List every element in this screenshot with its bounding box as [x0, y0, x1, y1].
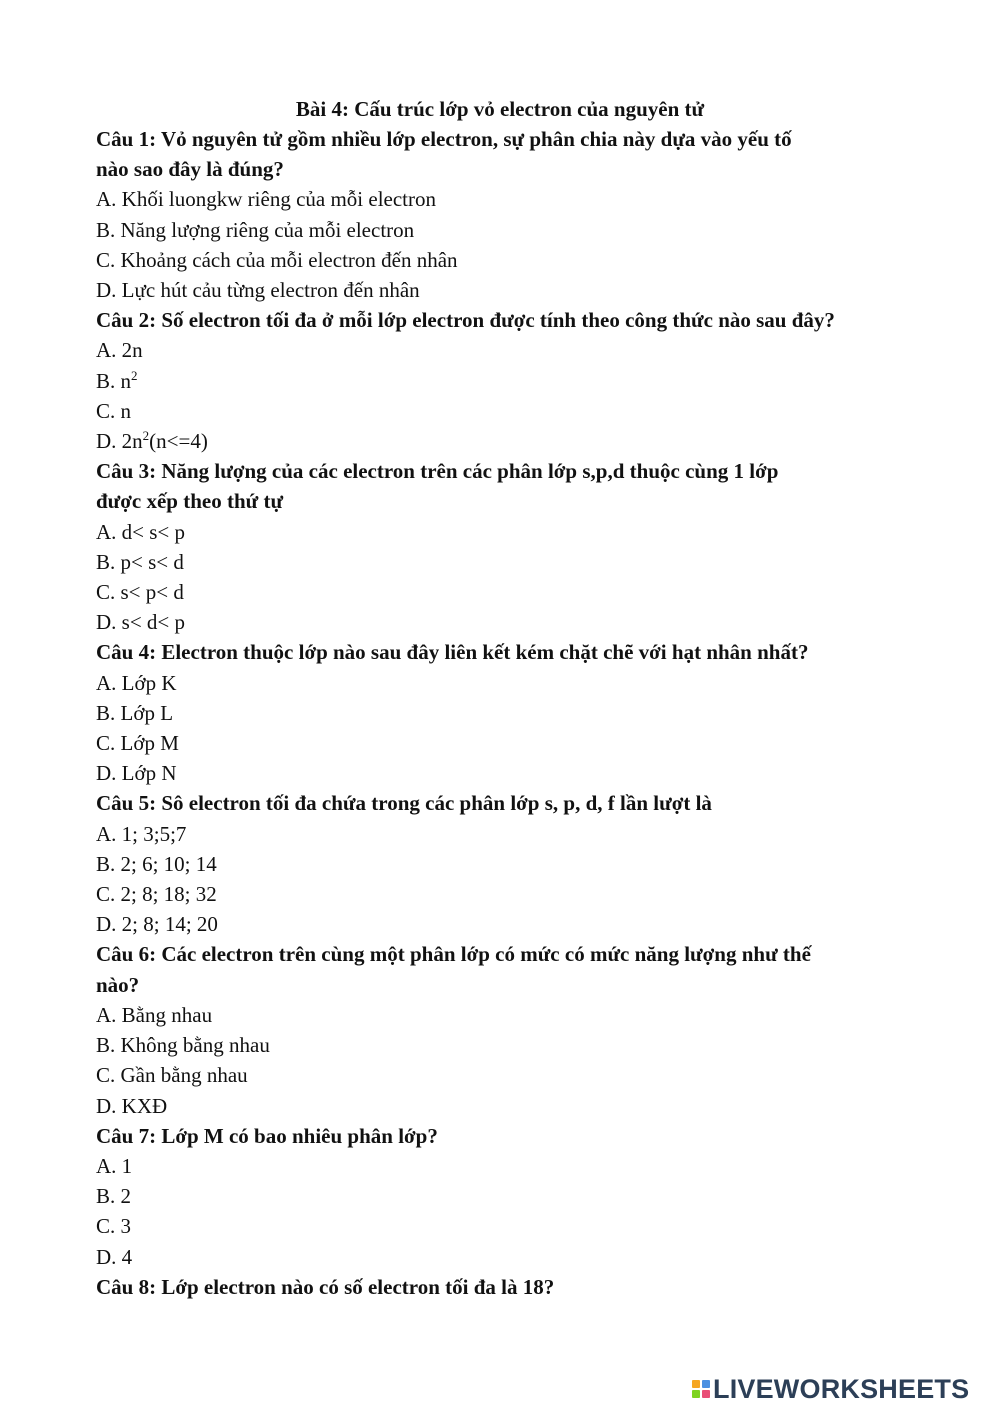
question-1	[96, 124, 896, 184]
question-6-option-b: B. Không bằng nhau	[96, 1033, 270, 1058]
question-2-option-d-text: D. 2n	[96, 429, 143, 454]
question-4-option-b: B. Lớp L	[96, 700, 174, 725]
liveworksheets-logo	[692, 1374, 969, 1404]
question-2-option-c: C. n	[96, 398, 132, 423]
question-1-line-1: Câu 1: Vỏ nguyên tử gồm nhiều lớp electron, sự phân chia này dựa vào yếu tố	[96, 127, 792, 151]
question-4-line-1: Câu 4: Electron thuộc lớp nào sau đây liên kết kém chặt chẽ với hạt nhân nhất?	[96, 640, 809, 665]
question-6	[96, 939, 896, 999]
question-6-option-d: D. KXĐ	[96, 1093, 168, 1118]
question-5-option-a: A. 1; 3;5;7	[96, 821, 187, 846]
question-7-option-a: A. 1	[96, 1153, 133, 1178]
page-title: Bài 4: Cấu trúc lớp vỏ electron của nguyên tử	[295, 97, 705, 121]
question-7	[96, 1121, 896, 1151]
question-7-line-1: Câu 7: Lớp M có bao nhiêu phân lớp?	[96, 1123, 438, 1148]
question-1-option-d: D. Lực hút cảu từng electron đến nhân	[96, 278, 420, 303]
question-5-line-1: Câu 5: Sô electron tối đa chứa trong các phân lớp s, p, d, f lần lượt là	[96, 791, 712, 816]
question-6-line-1: Câu 6: Các electron trên cùng một phân lớp có mức có mức năng lượng như thế	[96, 942, 811, 967]
question-5-option-b: B. 2; 6; 10; 14	[96, 851, 217, 876]
question-4-option-c: C. Lớp M	[96, 731, 179, 756]
question-list	[96, 124, 896, 1302]
logo-square	[702, 1380, 710, 1388]
question-3-option-d: D. s< d< p	[96, 610, 186, 635]
question-5-option-c: C. 2; 8; 18; 32	[96, 882, 217, 907]
logo-square	[692, 1380, 700, 1388]
liveworksheets-logo-text: LIVEWORKSHEETS	[713, 1373, 970, 1404]
question-6-option-a: A. Bằng nhau	[96, 1002, 213, 1027]
question-3-option-c: C. s< p< d	[96, 580, 184, 605]
superscript: 2	[131, 367, 138, 383]
liveworksheets-logo-icon	[692, 1380, 710, 1398]
question-3	[96, 456, 896, 516]
question-1-line-2: nào sao đây là đúng?	[96, 157, 284, 182]
question-1-option-b: B. Năng lượng riêng của mỗi electron	[96, 217, 415, 242]
question-4-option-d: D. Lớp N	[96, 761, 177, 786]
question-3-line-1: Câu 3: Năng lượng của các electron trên các phân lớp s,p,d thuộc cùng 1 lớp	[96, 459, 779, 484]
question-7-option-b: B. 2	[96, 1184, 132, 1209]
question-3-line-2: được xếp theo thứ tự	[96, 489, 284, 514]
question-4-option-a: A. Lớp K	[96, 670, 177, 695]
question-2-option-b	[96, 366, 896, 396]
question-8	[96, 1272, 896, 1302]
question-2-option-b-text: B. n	[96, 368, 132, 393]
superscript: 2	[142, 428, 150, 444]
question-8-line-1: Câu 8: Lớp electron nào có số electron tối đa là 18?	[96, 1274, 555, 1299]
logo-square	[692, 1390, 700, 1398]
question-1-option-a: A. Khối luongkw riêng của mỗi electron	[96, 187, 436, 212]
question-7-option-c: C. 3	[96, 1214, 132, 1239]
question-6-line-2: nào?	[96, 972, 140, 997]
question-1-option-c: C. Khoảng cách của mỗi electron đến nhân	[96, 247, 458, 272]
logo-square	[702, 1390, 710, 1398]
question-2-option-a: A. 2n	[96, 338, 143, 363]
question-3-option-b: B. p< s< d	[96, 549, 184, 574]
question-4	[96, 637, 896, 667]
question-7-option-d: D. 4	[96, 1244, 133, 1269]
question-5	[96, 788, 896, 818]
question-2	[96, 305, 896, 335]
question-5-option-d: D. 2; 8; 14; 20	[96, 912, 218, 937]
question-2-option-d-suffix: (n<=4)	[149, 429, 208, 454]
question-2-line-1: Câu 2: Số electron tối đa ở mỗi lớp electron được tính theo công thức nào sau đây?	[96, 308, 835, 333]
question-3-option-a: A. d< s< p	[96, 519, 186, 544]
question-2-option-d	[96, 426, 896, 456]
question-6-option-c: C. Gần bằng nhau	[96, 1063, 248, 1088]
